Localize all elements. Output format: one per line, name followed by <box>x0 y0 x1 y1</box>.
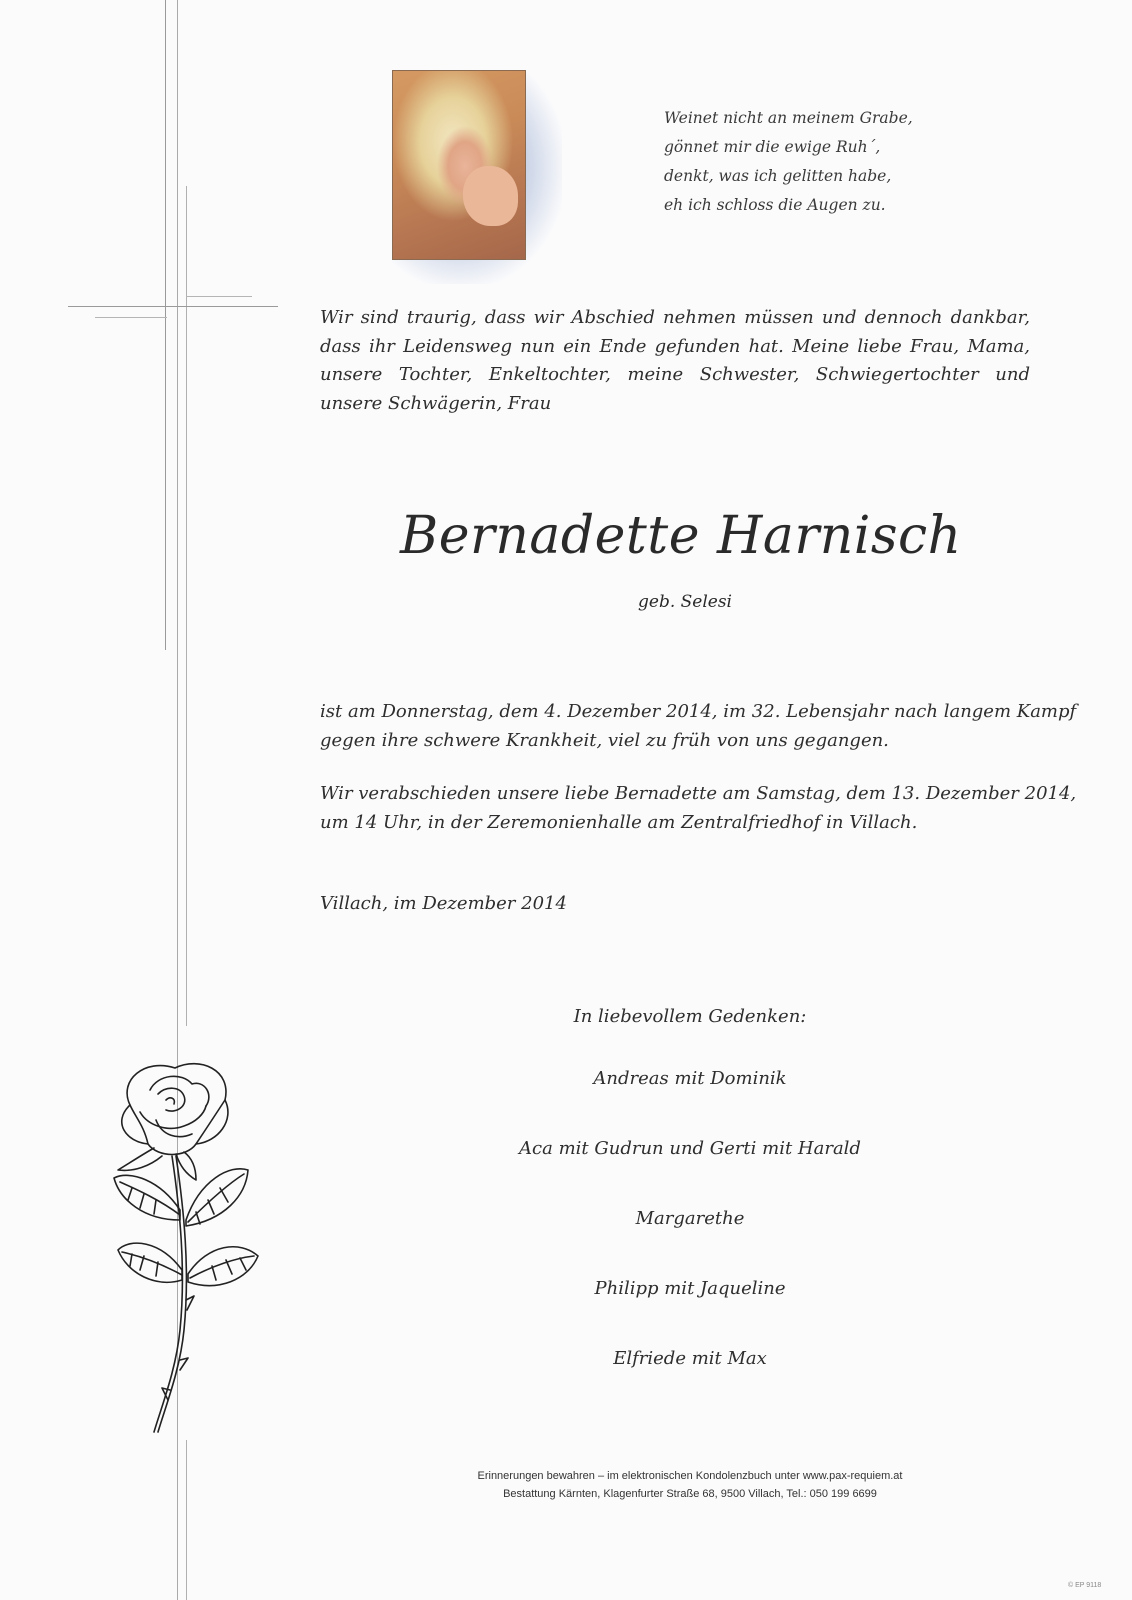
death-notice-line: gegen ihre schwere Krankheit, viel zu früh von uns gegangen. <box>320 729 889 751</box>
decorative-vertical-line-inner <box>186 186 187 1026</box>
mourner-name: Philipp mit Jaqueline <box>594 1278 786 1299</box>
decorative-vertical-line-bottom <box>186 1440 187 1600</box>
portrait-hand-detail <box>463 166 518 226</box>
mourner-name: Andreas mit Dominik <box>593 1068 787 1089</box>
poem-line: denkt, was ich gelitten habe, <box>664 167 892 185</box>
mourner-name: Elfriede mit Max <box>613 1348 767 1369</box>
rose-icon <box>100 1060 280 1440</box>
death-notice <box>320 698 1077 755</box>
poem-line: gönnet mir die ewige Ruh´, <box>664 138 881 156</box>
deceased-name: Bernadette Harnisch <box>400 506 962 566</box>
mourner-name: Margarethe <box>635 1208 745 1229</box>
mourner-name: Aca mit Gudrun und Gerti mit Harald <box>519 1138 861 1159</box>
maiden-name: geb. Selesi <box>638 592 732 612</box>
intro-paragraph: Wir sind traurig, dass wir Abschied nehmen müssen und dennoch dankbar, dass ihr Leidensweg nun ein Ende gefunden hat. Meine liebe Frau, Mama, unsere Tochter, Enkeltochter, meine Schwester, Schwiegertochter und unsere Schwägerin, Frau <box>320 307 1030 414</box>
cross-bar-right-upper <box>186 296 252 297</box>
place-date-text: Villach, im Dezember 2014 <box>320 893 567 914</box>
poem-line: Weinet nicht an meinem Grabe, <box>664 109 913 127</box>
poem-line: eh ich schloss die Augen zu. <box>664 196 886 214</box>
funeral-info <box>320 780 1077 837</box>
copyright-mark: © EP 9118 <box>1068 1582 1102 1589</box>
decorative-vertical-line-left <box>165 0 166 650</box>
death-notice-line: ist am Donnerstag, dem 4. Dezember 2014, im 32. Lebensjahr nach langem Kampf <box>320 701 1077 722</box>
cross-bar-left-lower <box>95 317 167 318</box>
poem <box>664 104 964 220</box>
place-date <box>320 890 1040 919</box>
portrait-photo <box>392 70 526 260</box>
funeral-info-line: um 14 Uhr, in der Zeremonienhalle am Zentralfriedhof in Villach. <box>320 811 918 833</box>
funeral-info-line: Wir verabschieden unsere liebe Bernadette am Samstag, dem 13. Dezember 2014, <box>320 783 1077 804</box>
cross-bar-top <box>68 306 278 307</box>
footer-address-line: Bestattung Kärnten, Klagenfurter Straße 68, 9500 Villach, Tel.: 050 199 6699 <box>503 1488 877 1500</box>
mourners-heading: In liebevollem Gedenken: <box>573 1006 807 1027</box>
footer-condolence-line: Erinnerungen bewahren – im elektronischen Kondolenzbuch unter www.pax-requiem.at <box>477 1470 903 1482</box>
